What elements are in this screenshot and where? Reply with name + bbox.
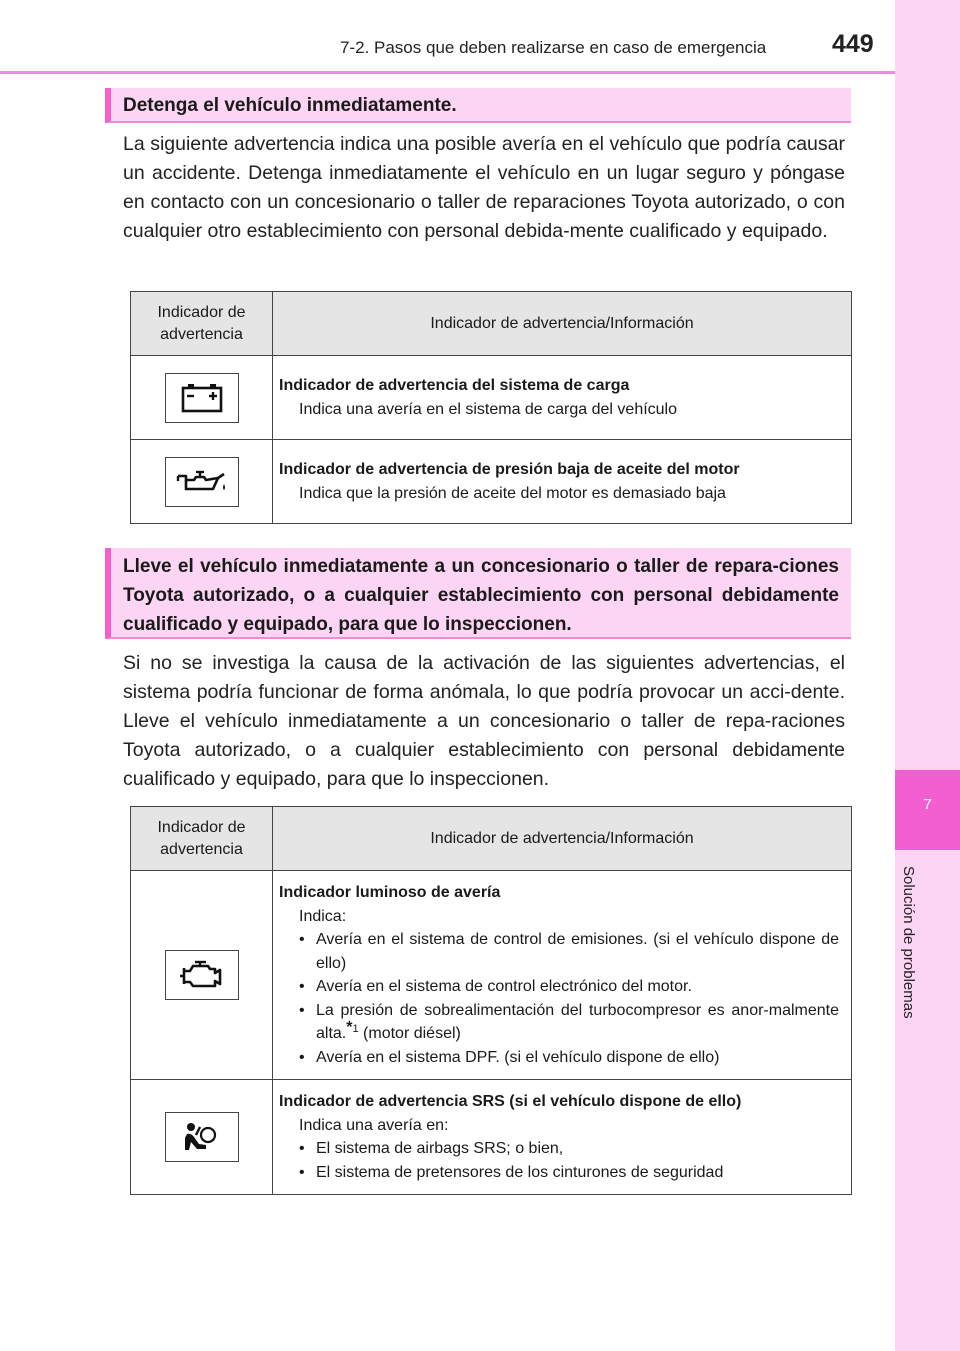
list-item: • El sistema de airbags SRS; o bien, — [299, 1137, 839, 1161]
column-header-info: Indicador de advertencia/Información — [273, 807, 852, 871]
indicator-intro: Indica una avería en: — [299, 1116, 449, 1134]
running-header: 7-2. Pasos que deben realizarse en caso de emergencia — [340, 38, 767, 57]
indicator-title: Indicador de advertencia SRS (si el vehículo dispone de ello) — [279, 1093, 742, 1110]
check-engine-icon — [165, 950, 239, 1000]
footnote-star: * — [346, 1018, 353, 1036]
indicator-title: Indicador de advertencia del sistema de carga — [279, 377, 630, 394]
column-header-indicator: Indicador de advertencia — [131, 292, 273, 356]
list-item: • Avería en el sistema de control electrónico del motor. — [299, 975, 839, 999]
footnote-number: 1 — [352, 1022, 359, 1035]
list-item-text: La presión de sobrealimentación del turbocompresor es anor-malmente alta. — [316, 1001, 839, 1042]
column-header-indicator: Indicador de advertencia — [131, 807, 273, 871]
indicator-description: Indica que la presión de aceite del motor es demasiado baja — [299, 484, 726, 502]
section-paragraph-stop: La siguiente advertencia indica una posible avería en el vehículo que podría causar un accidente. Detenga inmediatamente el vehículo en un lugar seguro y póngase en contacto con un concesionario o taller de reparaciones Toyota autorizado, o con cualquier otro establecimiento con personal debida-mente cualificado y equipado. — [123, 133, 845, 242]
section-heading-stop: Detenga el vehículo inmediatamente. — [105, 88, 851, 123]
section-paragraph-dealer: Si no se investiga la causa de la activación de las siguientes advertencias, el sistema podría funcionar de forma anómala, lo que podría provocar un acci-dente. Lleve el vehículo inmediatamente a un concesionario o taller de repa-raciones Toyota autorizado, o a cualquier establecimiento con personal debidamente cualificado y equipado, para que lo inspeccionen. — [123, 652, 845, 790]
oil-pressure-icon — [165, 457, 239, 507]
list-item-suffix: (motor diésel) — [358, 1025, 461, 1042]
battery-icon — [165, 373, 239, 423]
chapter-side-tab — [895, 0, 960, 1351]
indicator-bullet-list — [279, 928, 839, 1069]
chapter-label: Solución de problemas — [900, 866, 917, 1019]
warning-table-stop — [130, 291, 852, 524]
page-number: 449 — [832, 30, 874, 58]
table-row — [131, 356, 852, 440]
list-item: • Avería en el sistema de control de emisiones. (si el vehículo dispone de ello) — [299, 928, 839, 975]
indicator-description: Indica una avería en el sistema de carga del vehículo — [299, 400, 678, 418]
indicator-title: Indicador luminoso de avería — [279, 884, 501, 901]
section-heading-dealer: Lleve el vehículo inmediatamente a un concesionario o taller de repara-ciones Toyota autorizado, o a cualquier establecimiento con personal debidamente cualificado y equipado, para que lo inspeccionen. — [105, 548, 851, 639]
table-row — [131, 871, 852, 1080]
srs-airbag-icon — [165, 1112, 239, 1162]
warning-table-dealer — [130, 806, 852, 1195]
list-item — [299, 999, 839, 1046]
list-item: • Avería en el sistema DPF. (si el vehículo dispone de ello) — [299, 1046, 839, 1070]
indicator-title: Indicador de advertencia de presión baja de aceite del motor — [279, 461, 740, 478]
indicator-bullet-list — [279, 1137, 839, 1184]
indicator-intro: Indica: — [299, 907, 347, 925]
table-row — [131, 440, 852, 524]
table-header-row — [131, 292, 852, 356]
table-row — [131, 1080, 852, 1195]
footnote-reference — [346, 1018, 359, 1036]
chapter-number: 7 — [923, 796, 932, 813]
list-item: • El sistema de pretensores de los cinturones de seguridad — [299, 1161, 839, 1185]
table-header-row — [131, 807, 852, 871]
header-rule — [0, 71, 895, 74]
column-header-info: Indicador de advertencia/Información — [273, 292, 852, 356]
chapter-label-container — [896, 866, 926, 1056]
